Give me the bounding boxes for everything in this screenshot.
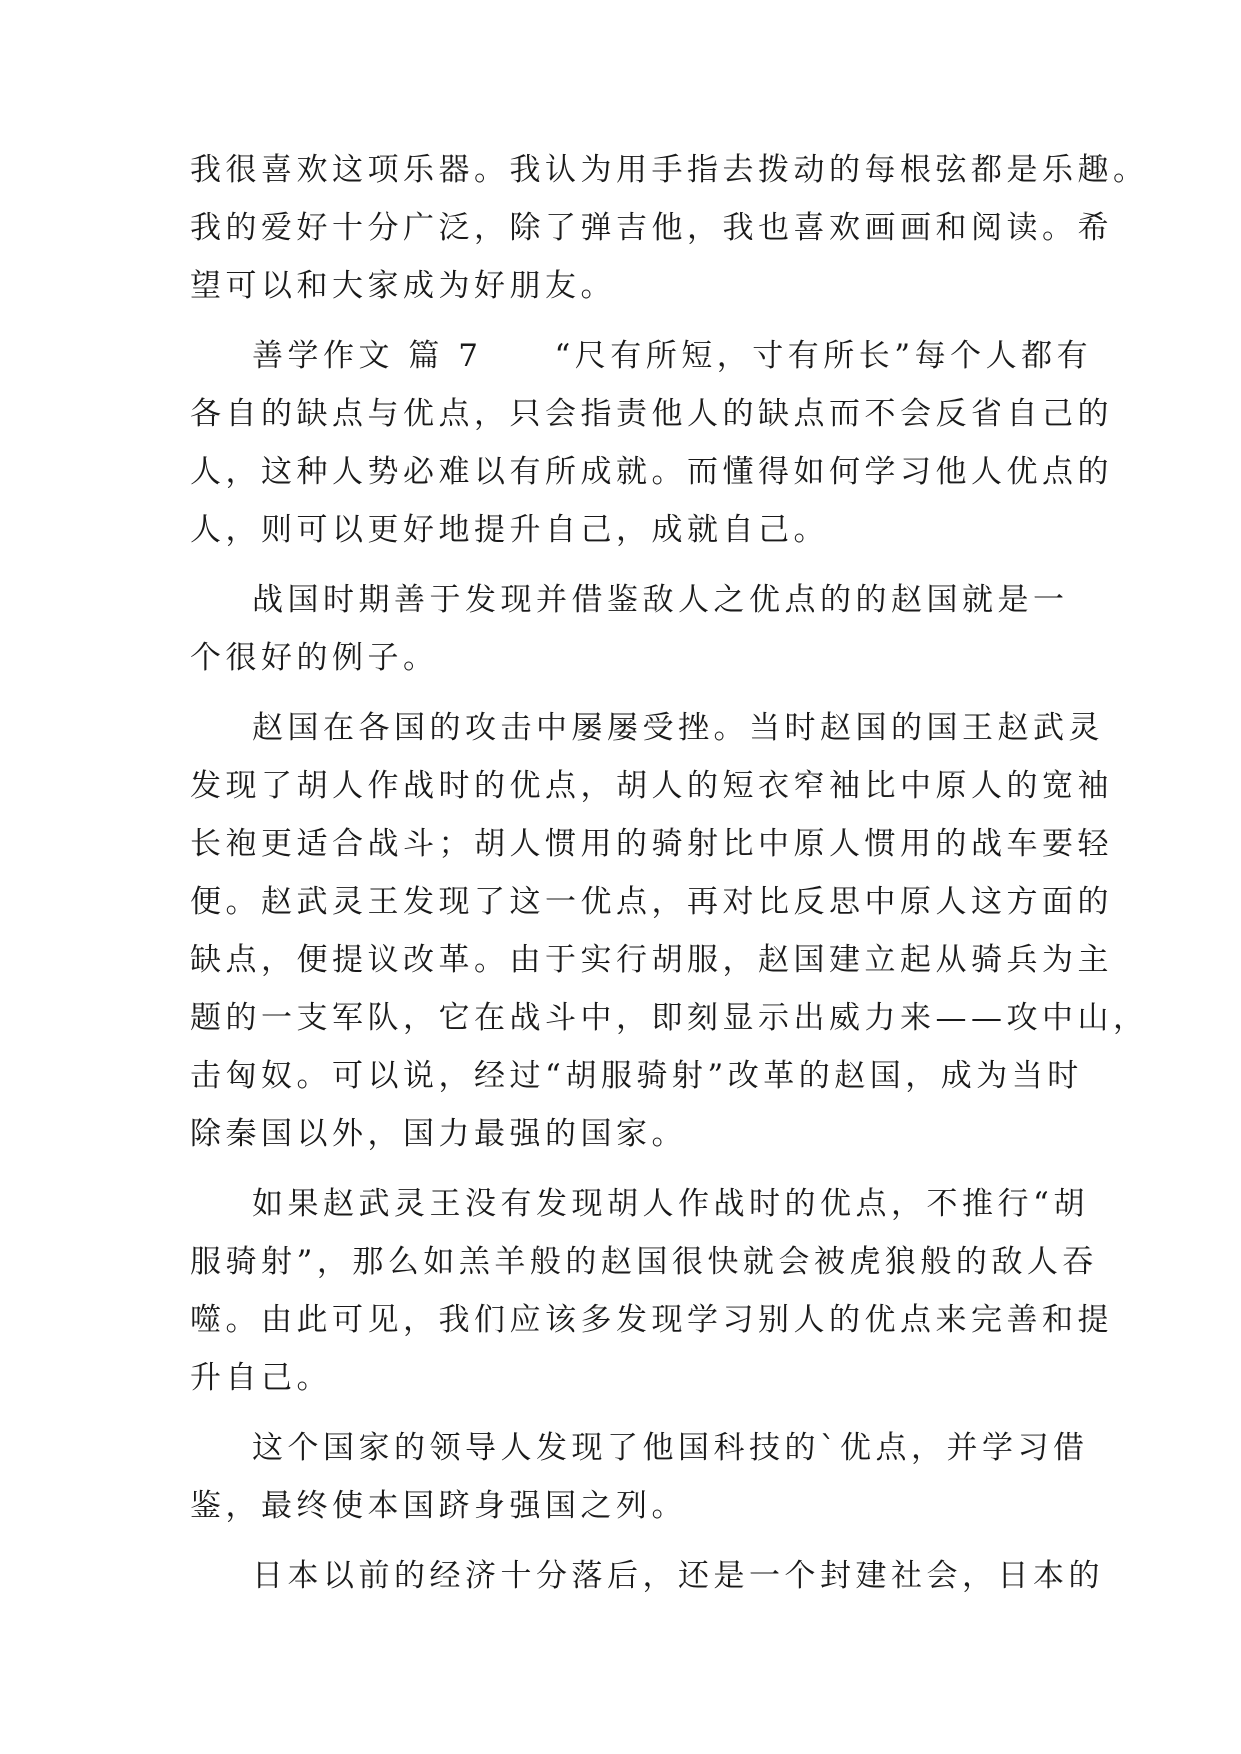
text-line: 人，则可以更好地提升自己，成就自己。 bbox=[190, 512, 829, 548]
text-line: 便。赵武灵王发现了这一优点，再对比反思中原人这方面的 bbox=[190, 884, 1113, 920]
text-line: 升自己。 bbox=[190, 1360, 332, 1396]
text-line: 战国时期善于发现并借鉴敌人之优点的的赵国就是一 bbox=[252, 582, 1069, 618]
text-line: 如果赵武灵王没有发现胡人作战时的优点，不推行“胡 bbox=[252, 1186, 1089, 1222]
text-line: 发现了胡人作战时的优点，胡人的短衣窄袖比中原人的宽袖 bbox=[190, 768, 1113, 804]
text-line: 我的爱好十分广泛，除了弹吉他，我也喜欢画画和阅读。希 bbox=[190, 210, 1113, 246]
text-line: 个很好的例子。 bbox=[190, 640, 439, 676]
text-line: 鉴，最终使本国跻身强国之列。 bbox=[190, 1488, 687, 1524]
text-line: 望可以和大家成为好朋友。 bbox=[190, 268, 616, 304]
section-heading-line bbox=[252, 332, 1092, 380]
text-line: 日本以前的经济十分落后，还是一个封建社会，日本的 bbox=[252, 1558, 1104, 1594]
text-line: 人，这种人势必难以有所成就。而懂得如何学习他人优点的 bbox=[190, 454, 1113, 490]
text-line: 赵国在各国的攻击中屡屡受挫。当时赵国的国王赵武灵 bbox=[252, 710, 1104, 746]
text-line: 除秦国以外，国力最强的国家。 bbox=[190, 1116, 687, 1152]
text-line: 各自的缺点与优点，只会指责他人的缺点而不会反省自己的 bbox=[190, 396, 1113, 432]
text-line: 题的一支军队，它在战斗中，即刻显示出威力来——攻中山， bbox=[190, 1000, 1149, 1036]
text-line: 长袍更适合战斗；胡人惯用的骑射比中原人惯用的战车要轻 bbox=[190, 826, 1113, 862]
text-line: 击匈奴。可以说，经过“胡服骑射”改革的赵国，成为当时 bbox=[190, 1058, 1083, 1094]
text-line: 我很喜欢这项乐器。我认为用手指去拨动的每根弦都是乐趣。 bbox=[190, 152, 1149, 188]
text-line: 缺点，便提议改革。由于实行胡服，赵国建立起从骑兵为主 bbox=[190, 942, 1113, 978]
text-line: 这个国家的领导人发现了他国科技的`优点，并学习借 bbox=[252, 1430, 1089, 1466]
section-heading: 善学作文 篇 7 bbox=[252, 338, 483, 374]
text-line: 噬。由此可见，我们应该多发现学习别人的优点来完善和提 bbox=[190, 1302, 1113, 1338]
text-line: 服骑射”，那么如羔羊般的赵国很快就会被虎狼般的敌人吞 bbox=[190, 1244, 1098, 1280]
text-line: “尺有所短，寸有所长”每个人都有 bbox=[554, 338, 1093, 374]
